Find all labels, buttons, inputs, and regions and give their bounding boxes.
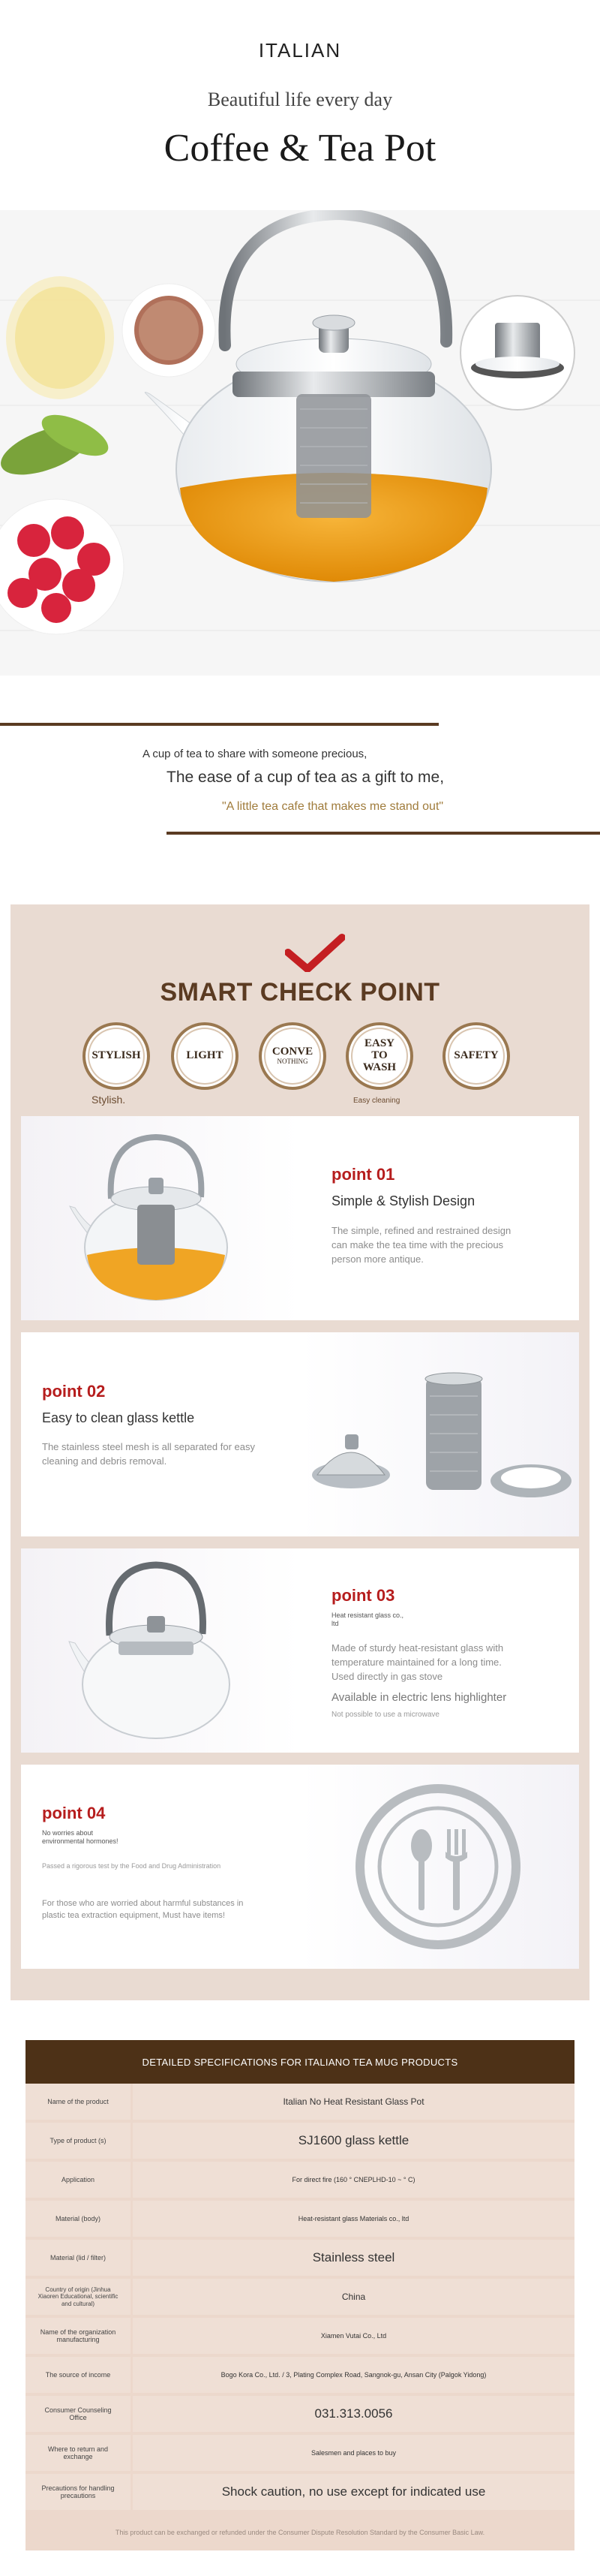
feature-badge-label: CONVE xyxy=(272,1046,314,1058)
point-extra-note: Available in electric lens highlighter xyxy=(332,1691,507,1704)
quote-line-1: A cup of tea to share with someone precious, xyxy=(142,748,368,760)
checkmark-icon xyxy=(285,933,345,972)
spec-table-header: DETAILED SPECIFICATIONS FOR ITALIANO TEA MUG PRODUCTS xyxy=(26,2040,574,2084)
point-04-panel xyxy=(21,1765,579,1969)
point-01-panel xyxy=(21,1116,579,1320)
spec-key: Precautions for handling precautions xyxy=(26,2474,130,2510)
spec-value: SJ1600 glass kettle xyxy=(133,2123,574,2159)
table-row xyxy=(26,2357,574,2393)
table-row xyxy=(26,2396,574,2432)
table-row xyxy=(26,2201,574,2237)
spec-value: Italian No Heat Resistant Glass Pot xyxy=(133,2084,574,2120)
table-row xyxy=(26,2318,574,2354)
point-small-note: Heat resistant glass co., ltd xyxy=(332,1612,404,1627)
point-number: point 01 xyxy=(332,1165,395,1184)
spec-table xyxy=(26,2040,574,2550)
spec-value: Xiamen Vutai Co., Ltd xyxy=(133,2318,574,2354)
point-number: point 02 xyxy=(42,1382,106,1401)
badge-caption-easy-cleaning: Easy cleaning xyxy=(353,1097,400,1105)
smart-check-title: SMART CHECK POINT xyxy=(160,978,440,1007)
spec-key: Name of the product xyxy=(26,2084,130,2120)
brand-name: ITALIAN xyxy=(258,39,342,62)
point-warning-note: Not possible to use a microwave xyxy=(332,1711,440,1719)
point-description: The stainless steel mesh is all separated for easy cleaning and debris removal. xyxy=(42,1441,255,1467)
quote-line-2: The ease of a cup of tea as a gift to me, xyxy=(166,769,445,786)
table-row xyxy=(26,2123,574,2159)
spec-value: Shock caution, no use except for indicated use xyxy=(133,2474,574,2510)
hero-tagline: Beautiful life every day xyxy=(207,89,393,110)
teapot-image xyxy=(66,1124,246,1311)
spec-value: Heat-resistant glass Materials co., ltd xyxy=(133,2201,574,2237)
table-row xyxy=(26,2240,574,2276)
spec-key: Type of product (s) xyxy=(26,2123,130,2159)
spec-key: Where to return and exchange xyxy=(26,2435,130,2471)
spec-key: Name of the organization manufacturing xyxy=(26,2318,130,2354)
feature-badge-light xyxy=(171,1022,238,1090)
spec-value: China xyxy=(133,2279,574,2315)
badge-caption-stylish: Stylish. xyxy=(92,1094,126,1106)
spec-key: Country of origin (Jinhua Xiaoren Educational, scientific and cultural) xyxy=(26,2279,130,2315)
spec-footer-note: This product can be exchanged or refunded under the Consumer Dispute Resolution Standard by the Consumer Basic Law. xyxy=(115,2529,485,2536)
table-row xyxy=(26,2279,574,2315)
hero-section xyxy=(0,0,600,676)
table-row xyxy=(26,2162,574,2198)
spec-key: Application xyxy=(26,2162,130,2198)
point-fda-note: Passed a rigorous test by the Food and Drug Administration xyxy=(42,1862,221,1870)
quote-line-3: "A little tea cafe that makes me stand out" xyxy=(222,800,444,813)
spec-key: Consumer Counseling Office xyxy=(26,2396,130,2432)
hero-title: Coffee & Tea Pot xyxy=(164,127,436,170)
point-number: point 03 xyxy=(332,1586,395,1605)
feature-badge-label: STYLISH xyxy=(92,1049,141,1062)
spec-value: Salesmen and places to buy xyxy=(133,2435,574,2471)
plate-utensils-icon xyxy=(354,1783,522,1951)
table-row xyxy=(26,2435,574,2471)
spec-key: Material (body) xyxy=(26,2201,130,2237)
smart-check-section xyxy=(10,904,590,2000)
table-row xyxy=(26,2474,574,2510)
quote-divider-bottom xyxy=(166,832,600,835)
feature-badge-label: LIGHT xyxy=(186,1049,224,1062)
spec-key: Material (lid / filter) xyxy=(26,2240,130,2276)
glass-kettle-image xyxy=(66,1553,246,1748)
feature-badge-safety xyxy=(442,1022,510,1090)
point-02-panel xyxy=(21,1332,579,1536)
spec-value: Stainless steel xyxy=(133,2240,574,2276)
feature-badge-sub: NOTHING xyxy=(277,1058,308,1066)
teapot-hero-image xyxy=(0,210,600,676)
feature-badge-stylish xyxy=(82,1022,150,1090)
point-title: Simple & Stylish Design xyxy=(332,1193,476,1208)
quote-divider-top xyxy=(0,723,439,726)
spec-value: Bogo Kora Co., Ltd. / 3, Plating Complex Road, Sangnok-gu, Ansan City (Palgok Yidong) xyxy=(133,2357,574,2393)
feature-badge-label: EASY TO WASH xyxy=(362,1037,397,1073)
table-row xyxy=(26,2084,574,2120)
point-03-panel xyxy=(21,1548,579,1753)
spec-value: 031.313.0056 xyxy=(133,2396,574,2432)
spec-value: For direct fire (160 ° CNEPLHD-10 ~ ° C) xyxy=(133,2162,574,2198)
feature-badge-convenient xyxy=(259,1022,326,1090)
point-small-note: No worries about environmental hormones! xyxy=(42,1829,118,1845)
point-title: Easy to clean glass kettle xyxy=(42,1410,195,1425)
point-description: The simple, refined and restrained design can make the tea time with the precious person more antique. xyxy=(332,1225,512,1265)
point-number: point 04 xyxy=(42,1804,106,1822)
feature-badge-easy-wash xyxy=(346,1022,413,1090)
teapot-parts-image xyxy=(306,1362,576,1512)
feature-badge-label: SAFETY xyxy=(454,1049,499,1062)
spec-key: The source of income xyxy=(26,2357,130,2393)
point-description: Made of sturdy heat-resistant glass with temperature maintained for a long time. Used directly in gas stove xyxy=(332,1642,504,1682)
point-description: For those who are worried about harmful substances in plastic tea extraction equipment, Must have items! xyxy=(42,1899,244,1920)
